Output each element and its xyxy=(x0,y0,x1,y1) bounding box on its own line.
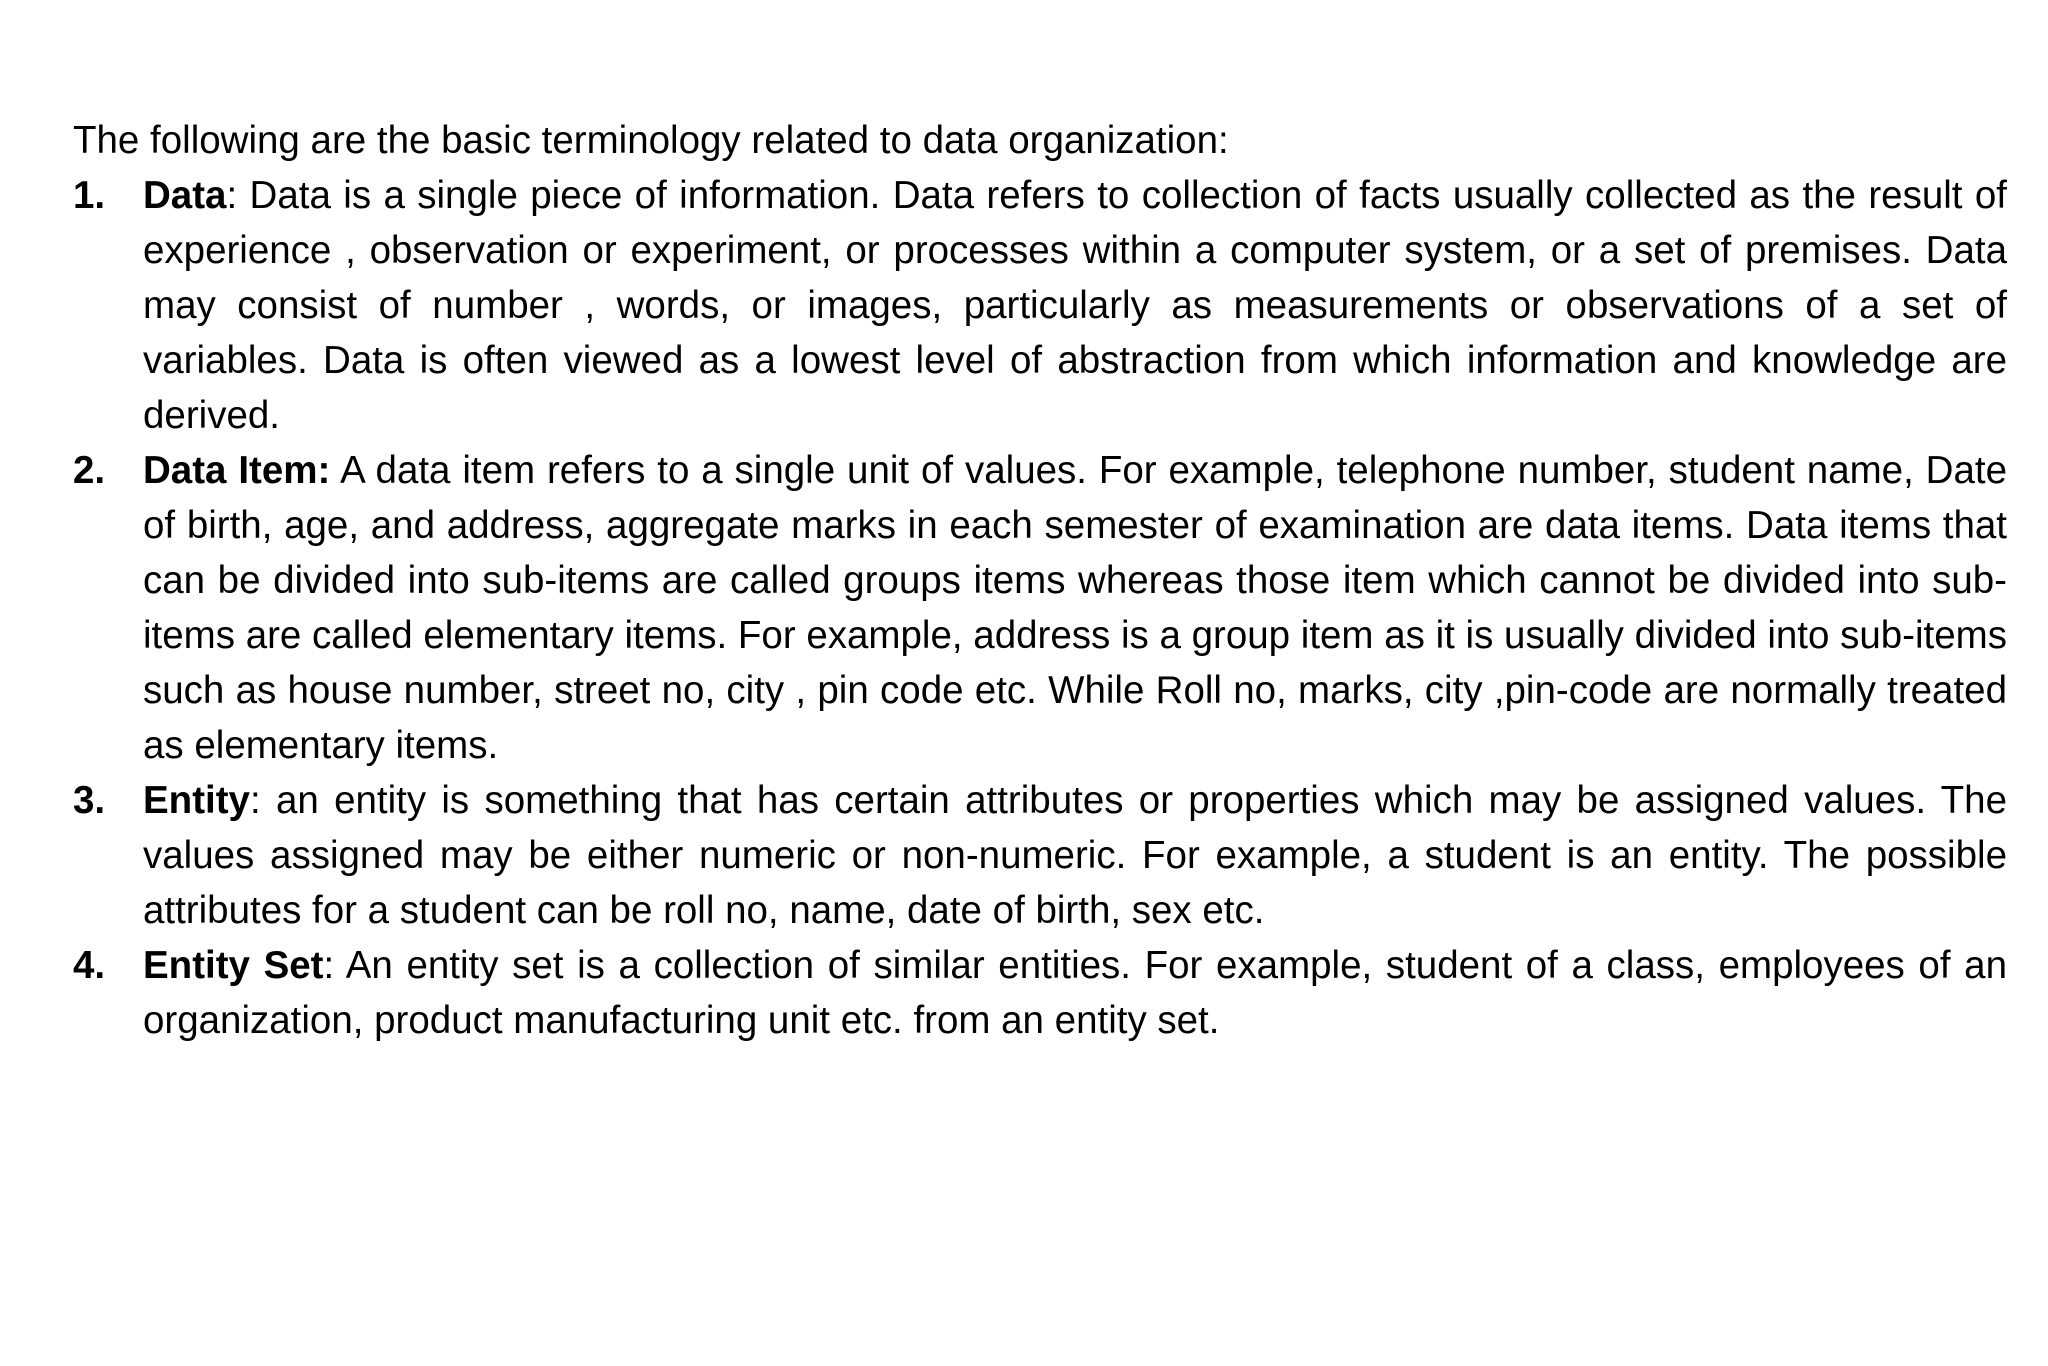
term-separator: : xyxy=(323,944,335,987)
intro-text: The following are the basic terminology related to data organization: xyxy=(73,119,1229,162)
term-number: 1. xyxy=(73,174,106,217)
slide-content xyxy=(73,113,2007,1048)
term-description: Data is a single piece of information. Data refers to collection of facts usually collected as the result of experience , observation or experiment, or processes within a computer system, or a set of premises. Data may consist of number , words, or images, particularly as measurements or observations of a set of variables. Data is often viewed as a lowest level of abstraction from which information and knowledge are derived. xyxy=(143,174,2007,437)
term-description: an entity is something that has certain attributes or properties which may be assigned values. The values assigned may be either numeric or non-numeric. For example, a student is an entity. The possible attributes for a student can be roll no, name, date of birth, sex etc. xyxy=(143,779,2007,932)
term-number: 4. xyxy=(73,944,106,987)
term-item-entity xyxy=(73,773,2007,938)
term-item-data xyxy=(73,168,2007,443)
term-name: Data Item: xyxy=(143,449,331,492)
term-item-entity-set xyxy=(73,938,2007,1048)
term-description: An entity set is a collection of similar entities. For example, student of a class, employees of an organization, product manufacturing unit etc. from an entity set. xyxy=(143,944,2007,1042)
term-name: Entity Set xyxy=(143,944,324,987)
term-name: Data xyxy=(143,174,227,217)
term-separator: : xyxy=(226,174,238,217)
term-description: A data item refers to a single unit of values. For example, telephone number, student name, Date of birth, age, and address, aggregate marks in each semester of examination are data items. Data items that can be divided into sub-items are called groups items whereas those item which cannot be divided into sub-items are called elementary items. For example, address is a group item as it is usually divided into sub-items such as house number, street no, city , pin code etc. While Roll no, marks, city ,pin-code are normally treated as elementary items. xyxy=(143,449,2007,767)
terminology-list xyxy=(73,168,2007,1048)
term-name: Entity xyxy=(143,779,250,822)
term-number: 2. xyxy=(73,449,106,492)
term-item-data-item xyxy=(73,443,2007,773)
term-separator: : xyxy=(249,779,261,822)
term-number: 3. xyxy=(73,779,106,822)
